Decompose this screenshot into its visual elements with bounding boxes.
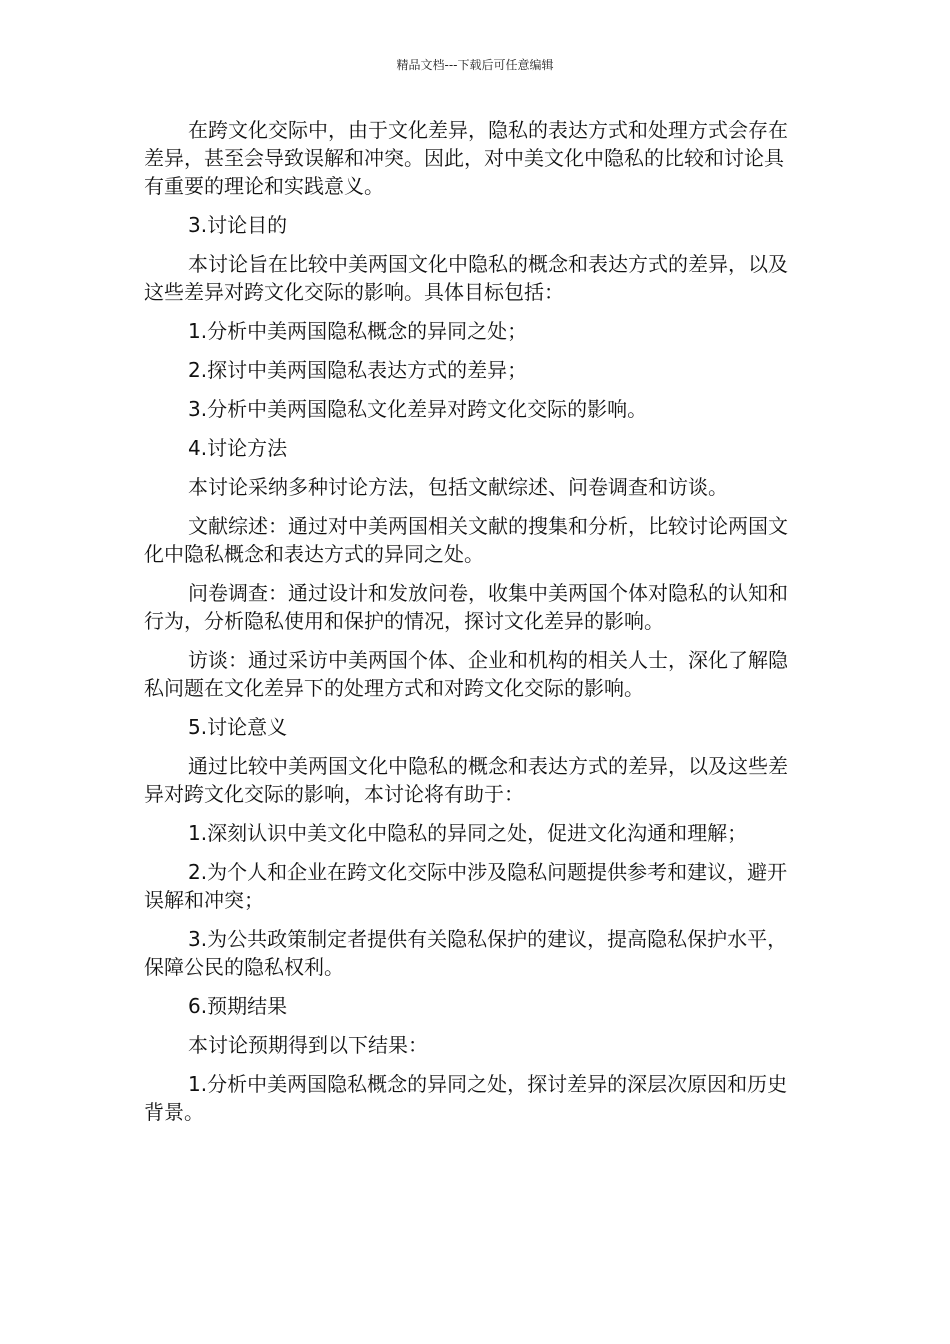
page-header: 精品文档---下载后可任意编辑 [396,58,554,72]
section-heading-significance: 5.讨论意义 [188,715,288,739]
paragraph-questionnaire: 问卷调查：通过设计和发放问卷，收集中美两国个体对隐私的认知和行为，分析隐私使用和保护的情况，探讨文化差异的影响。 [144,581,788,633]
list-item: 1.分析中美两国隐私概念的异同之处，探讨差异的深层次原因和历史背景。 [144,1072,788,1124]
paragraph-intro: 在跨文化交际中，由于文化差异，隐私的表达方式和处理方式会存在差异，甚至会导致误解和冲突。因此，对中美文化中隐私的比较和讨论具有重要的理论和实践意义。 [144,118,788,198]
section-heading-purpose: 3.讨论目的 [188,213,288,237]
document-body [144,116,800,1137]
list-item: 3.分析中美两国隐私文化差异对跨文化交际的影响。 [188,397,648,421]
paragraph-purpose: 本讨论旨在比较中美两国文化中隐私的概念和表达方式的差异，以及这些差异对跨文化交际的影响。具体目标包括： [144,252,788,304]
list-item: 1.分析中美两国隐私概念的异同之处； [188,319,528,343]
paragraph-method: 本讨论采纳多种讨论方法，包括文献综述、问卷调查和访谈。 [188,475,728,499]
list-item: 2.探讨中美两国隐私表达方式的差异； [188,358,528,382]
list-item: 3.为公共政策制定者提供有关隐私保护的建议，提高隐私保护水平，保障公民的隐私权利。 [144,927,788,979]
section-heading-expected-results: 6.预期结果 [188,994,288,1018]
list-item: 2.为个人和企业在跨文化交际中涉及隐私问题提供参考和建议，避开误解和冲突； [144,860,788,912]
section-heading-method: 4.讨论方法 [188,436,288,460]
paragraph-interview: 访谈：通过采访中美两国个体、企业和机构的相关人士，深化了解隐私问题在文化差异下的处理方式和对跨文化交际的影响。 [144,648,788,700]
paragraph-significance: 通过比较中美两国文化中隐私的概念和表达方式的差异，以及这些差异对跨文化交际的影响，本讨论将有助于： [144,754,788,806]
paragraph-literature-review: 文献综述：通过对中美两国相关文献的搜集和分析，比较讨论两国文化中隐私概念和表达方式的异同之处。 [144,514,788,566]
list-item: 1.深刻认识中美文化中隐私的异同之处，促进文化沟通和理解； [188,821,748,845]
paragraph-expected-results: 本讨论预期得到以下结果： [188,1033,428,1057]
